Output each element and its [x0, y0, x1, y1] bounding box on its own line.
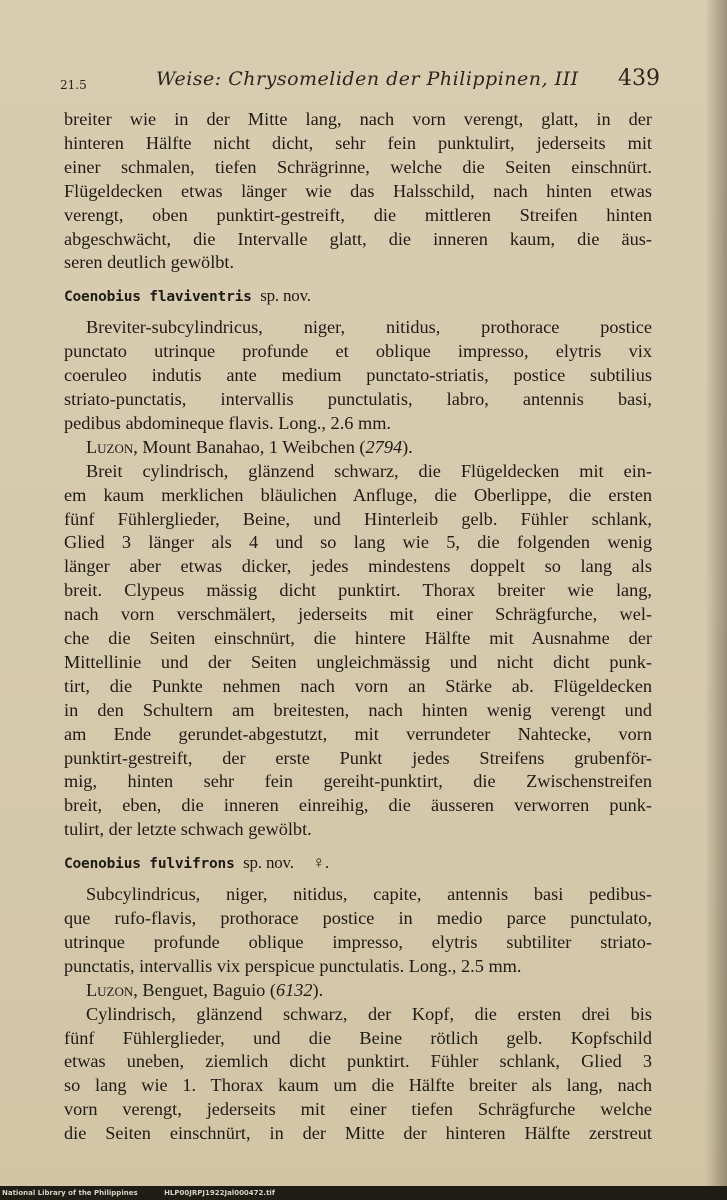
locality-flaviventris	[64, 436, 652, 460]
text-line: breit, eben, die inneren einreihig, die äusseren verworren punk-	[64, 795, 652, 816]
species-heading-fulvifrons	[64, 851, 652, 877]
text-line: tirt, die Punkte nehmen nach vorn an Stärke ab. Flügeldecken	[64, 675, 652, 696]
text-line: punktirt-gestreift, der erste Punkt jedes Streifens grubenför-	[64, 747, 652, 768]
species-suffix: sp. nov.	[243, 853, 294, 873]
locality-text: , Mount Banahao, 1 Weibchen (	[133, 436, 366, 457]
text-line: nach vorn verschmälert, jederseits mit einer Schrägfurche, wel-	[64, 604, 652, 625]
locality-end: ).	[312, 979, 324, 1000]
specimen-number: 6132	[275, 979, 313, 1000]
scan-footer	[0, 1186, 727, 1200]
text-line: Subcylindricus, niger, nitidus, capite, antennis basi pedibus-	[86, 884, 652, 905]
text-line: punctato utrinque profunde et oblique impresso, elytris vix	[64, 341, 652, 362]
paragraph-continued	[64, 108, 652, 275]
text-line: Breit cylindrisch, glänzend schwarz, die Flügeldecken mit ein-	[86, 460, 652, 481]
body-text	[64, 108, 652, 1146]
locality-place: Luzon	[86, 436, 134, 457]
specimen-number: 2794	[365, 436, 403, 457]
text-line: striato-punctatis, intervallis punctulatis, labro, antennis basi,	[64, 388, 652, 409]
text-line: tulirt, der letzte schwach gewölbt.	[64, 819, 312, 840]
german-description-flaviventris	[64, 460, 652, 843]
text-line: breit. Clypeus mässig dicht punktirt. Thorax breiter wie lang,	[64, 580, 652, 601]
locality-fulvifrons	[64, 979, 652, 1003]
text-line: che die Seiten einschnürt, die hintere Hälfte mit Ausnahme der	[64, 628, 652, 649]
page-number: 439	[618, 66, 660, 91]
text-line: Flügeldecken etwas länger wie das Halsschild, nach hinten etwas	[64, 180, 652, 201]
running-head	[60, 68, 660, 98]
latin-diagnosis-fulvifrons	[64, 883, 652, 979]
species-name: Coenobius fulvifrons	[64, 856, 235, 873]
text-line: vorn verengt, jederseits mit einer tiefen Schrägfurche welche	[64, 1099, 652, 1120]
text-line: einer schmalen, tiefen Schrägrinne, welche die Seiten einschnürt.	[64, 156, 652, 177]
text-line: hinteren Hälfte nicht dicht, sehr fein punktulirt, jederseits mit	[64, 132, 652, 153]
text-line: abgeschwächt, die Intervalle glatt, die inneren kaum, die äus-	[64, 228, 652, 249]
locality-line	[64, 979, 652, 1003]
text-line: länger aber etwas dicker, jedes mindestens doppelt so lang als	[64, 556, 652, 577]
text-line: que rufo-flavis, prothorace postice in medio parce punctulato,	[64, 908, 652, 928]
text-line: verengt, oben punktirt-gestreift, die mittleren Streifen hinten	[64, 204, 652, 225]
text-line: Glied 3 länger als 4 und so lang wie 5, die folgenden wenig	[64, 532, 652, 553]
page-edge-shadow	[705, 0, 727, 1200]
german-description-fulvifrons	[64, 1003, 652, 1146]
species-heading-flaviventris	[64, 284, 652, 310]
female-symbol: ♀.	[312, 853, 329, 873]
text-line: mig, hinten sehr fein gereiht-punktirt, die Zwischenstreifen	[64, 771, 652, 792]
scan-filename: HLP00JRPJ1922Jal000472.tif	[164, 1189, 275, 1197]
volume-number: 21.5	[60, 78, 87, 92]
locality-end: ).	[402, 436, 413, 457]
text-line: utrinque profunde oblique impresso, elytris subtiliter striato-	[64, 931, 652, 952]
text-line: etwas uneben, ziemlich dicht punktirt. Fühler schlank, Glied 3	[64, 1051, 652, 1072]
text-line: breiter wie in der Mitte lang, nach vorn verengt, glatt, in der	[64, 109, 652, 129]
species-name: Coenobius flaviventris	[64, 289, 252, 306]
species-suffix: sp. nov.	[260, 286, 311, 306]
text-line: punctatis, intervallis vix perspicue punctulatis. Long., 2.5 mm.	[64, 955, 522, 976]
text-line: Breviter-subcylindricus, niger, nitidus, prothorace postice	[86, 317, 652, 338]
text-line: pedibus abdomineque flavis. Long., 2.6 mm.	[64, 412, 391, 433]
running-title: Weise: Chrysomeliden der Philippinen, III	[156, 68, 579, 90]
text-line: fünf Fühlerglieder, Beine, und Hinterleib gelb. Fühler schlank,	[64, 508, 652, 529]
text-line: fünf Fühlerglieder, und die Beine rötlich gelb. Kopfschild	[64, 1027, 652, 1048]
locality-text: , Benguet, Baguio (	[133, 979, 276, 1000]
text-line: so lang wie 1. Thorax kaum um die Hälfte breiter als lang, nach	[64, 1075, 652, 1096]
locality-line	[64, 436, 652, 460]
library-credit: National Library of the Philippines	[2, 1189, 138, 1197]
text-line: Cylindrisch, glänzend schwarz, der Kopf, die ersten drei bis	[86, 1003, 652, 1024]
text-line: in den Schultern am breitesten, nach hinten wenig verengt und	[64, 699, 652, 720]
text-line: em kaum merklichen bläulichen Anfluge, die Oberlippe, die ersten	[64, 484, 652, 505]
locality-place: Luzon	[86, 979, 134, 1000]
text-line: am Ende gerundet-abgestutzt, mit verrundeter Nahtecke, vorn	[64, 723, 652, 744]
text-line: seren deutlich gewölbt.	[64, 252, 235, 273]
text-line: coeruleo indutis ante medium punctato-striatis, postice subtilius	[64, 365, 652, 386]
text-line: die Seiten einschnürt, in der Mitte der hinteren Hälfte zerstreut	[64, 1123, 652, 1144]
text-line: Mittellinie und der Seiten ungleichmässig und nicht dicht punk-	[64, 651, 652, 672]
latin-diagnosis-flaviventris	[64, 316, 652, 436]
